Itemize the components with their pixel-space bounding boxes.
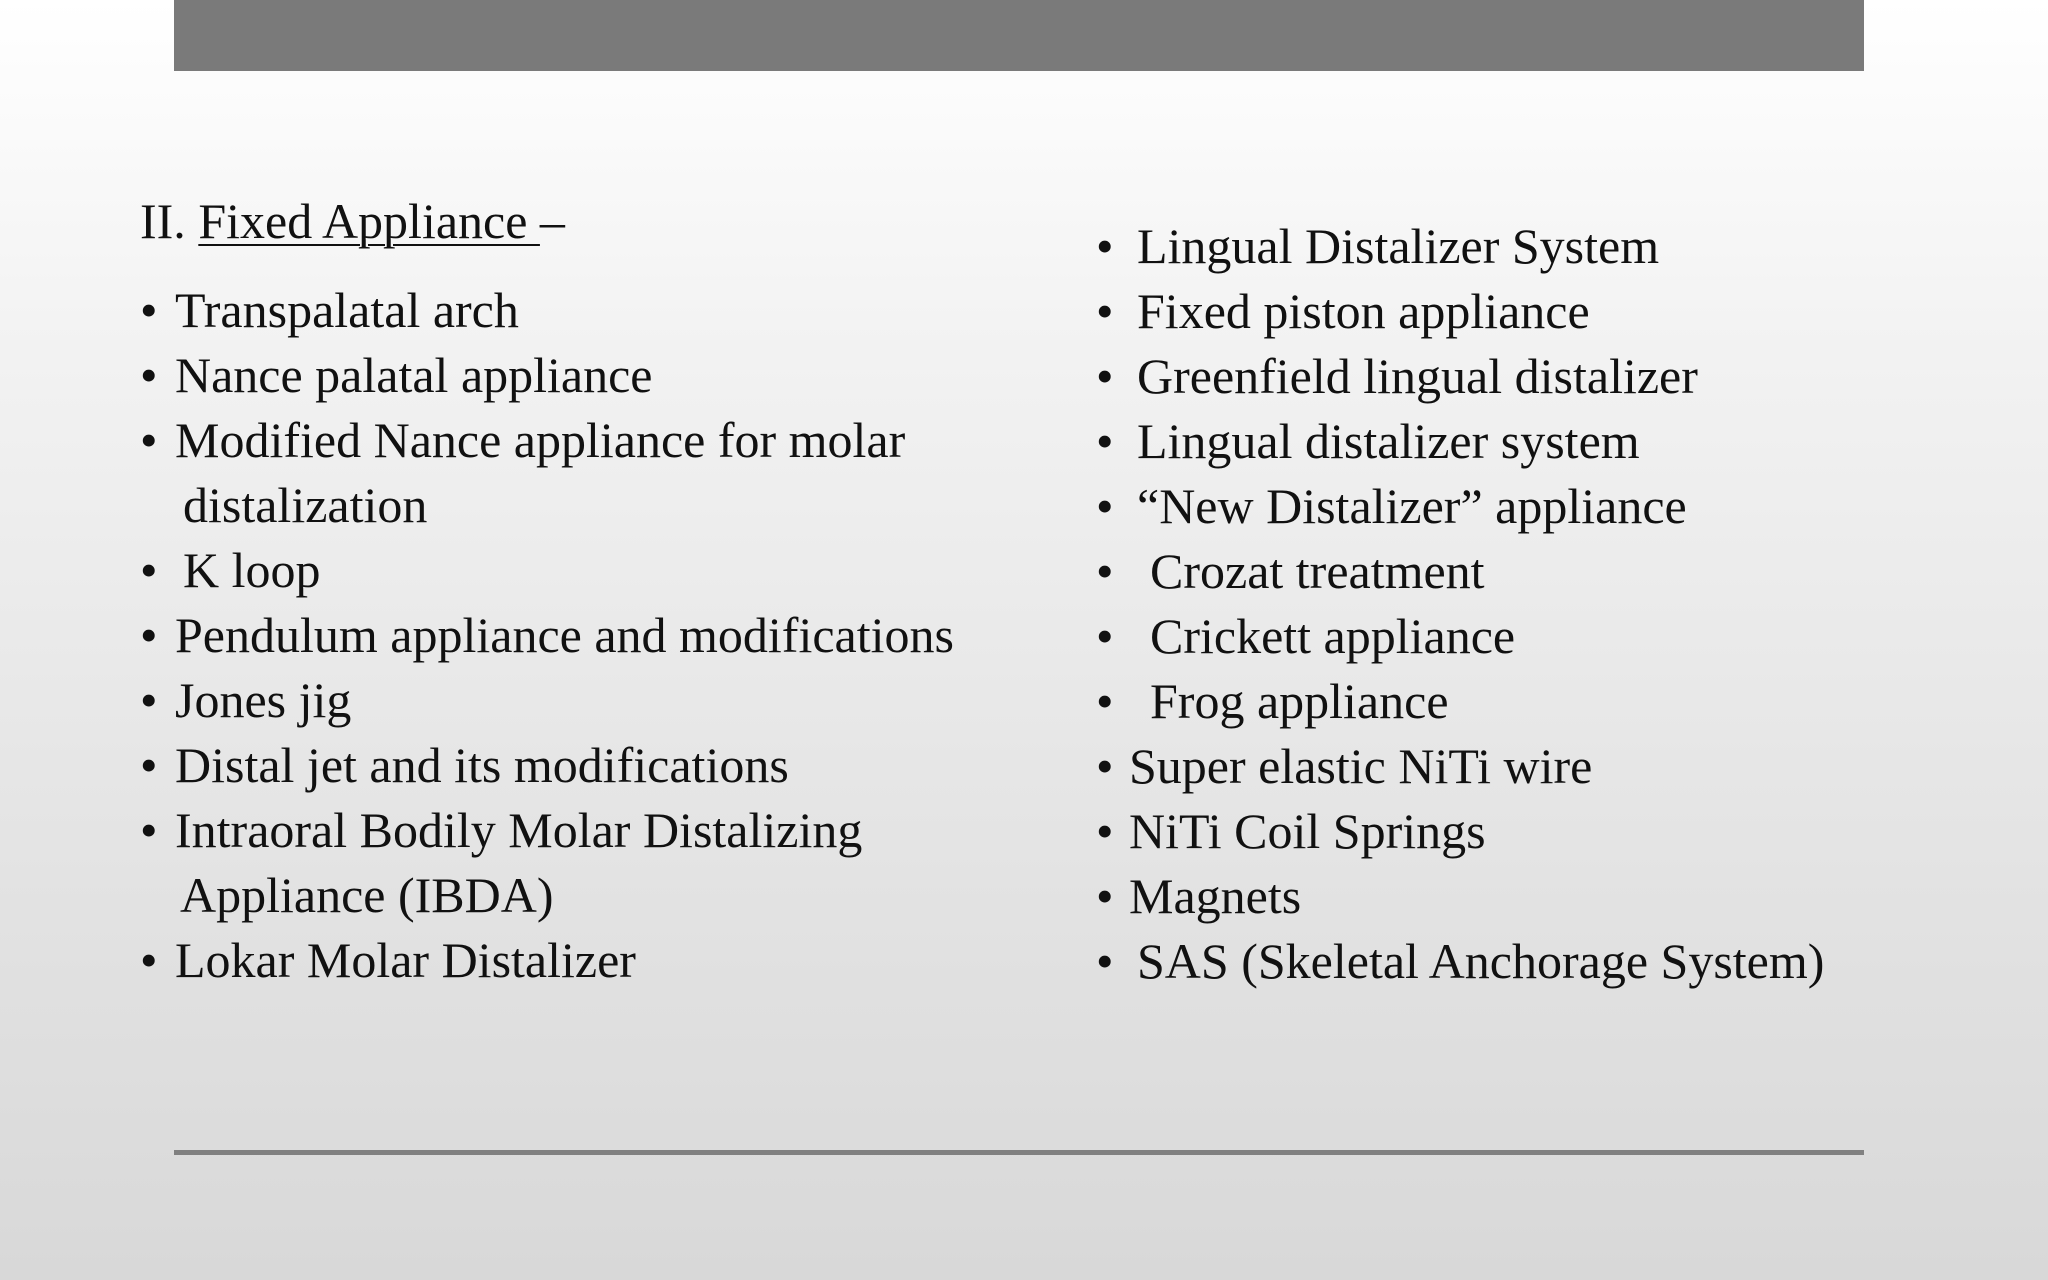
item-text: Intraoral Bodily Molar Distalizing	[175, 802, 863, 858]
bullet-icon: •	[1096, 933, 1114, 989]
bullet-icon: •	[140, 932, 158, 988]
bullet-icon: •	[140, 607, 158, 663]
title-bar	[174, 0, 1864, 71]
footer-divider	[174, 1150, 1864, 1155]
left-column	[140, 189, 1060, 993]
bullet-icon: •	[140, 347, 158, 403]
list-item	[1096, 864, 2036, 929]
left-list	[140, 278, 1060, 993]
list-item	[140, 408, 1060, 538]
bullet-icon: •	[1096, 608, 1114, 664]
item-text: Crozat treatment	[1150, 543, 1485, 599]
list-item	[140, 668, 1060, 733]
bullet-icon: •	[1096, 283, 1114, 339]
bullet-icon: •	[1096, 348, 1114, 404]
bullet-icon: •	[1096, 413, 1114, 469]
list-item	[1096, 474, 2036, 539]
item-text: Lingual Distalizer System	[1137, 218, 1660, 274]
list-item	[1096, 409, 2036, 474]
bullet-icon: •	[140, 672, 158, 728]
bullet-icon: •	[140, 412, 158, 468]
item-text: K loop	[183, 542, 321, 598]
heading-title: Fixed Appliance	[198, 193, 540, 249]
list-item	[1096, 799, 2036, 864]
item-text: Nance palatal appliance	[175, 347, 653, 403]
bullet-icon: •	[1096, 543, 1114, 599]
item-text: Transpalatal arch	[175, 282, 519, 338]
item-text: NiTi Coil Springs	[1129, 803, 1486, 859]
list-item	[1096, 214, 2036, 279]
bullet-icon: •	[1096, 868, 1114, 924]
item-text: Super elastic NiTi wire	[1129, 738, 1593, 794]
list-item	[140, 798, 1060, 928]
bullet-icon: •	[140, 542, 158, 598]
list-item	[1096, 604, 2036, 669]
bullet-icon: •	[140, 802, 158, 858]
item-text: Crickett appliance	[1150, 608, 1516, 664]
item-text: Jones jig	[175, 672, 352, 728]
list-item	[140, 928, 1060, 993]
heading-suffix: –	[539, 193, 565, 249]
list-item	[1096, 539, 2036, 604]
heading-prefix: II.	[140, 193, 199, 249]
item-text: SAS (Skeletal Anchorage System)	[1137, 933, 1825, 989]
right-column	[1096, 214, 2036, 994]
item-text: Frog appliance	[1150, 673, 1449, 729]
list-item	[1096, 279, 2036, 344]
list-item	[140, 343, 1060, 408]
right-list	[1096, 214, 2036, 994]
list-item	[140, 733, 1060, 798]
bullet-icon: •	[1096, 673, 1114, 729]
item-text: Greenfield lingual distalizer	[1137, 348, 1698, 404]
item-text-continued: distalization	[183, 477, 428, 533]
item-text: Distal jet and its modifications	[175, 737, 789, 793]
item-text-continued: Appliance (IBDA)	[180, 867, 554, 923]
list-item	[140, 603, 1060, 668]
list-item	[1096, 734, 2036, 799]
item-text: Fixed piston appliance	[1137, 283, 1590, 339]
item-text: Lokar Molar Distalizer	[175, 932, 636, 988]
item-text: Modified Nance appliance for molar	[175, 412, 906, 468]
bullet-icon: •	[1096, 478, 1114, 534]
section-heading	[140, 189, 1060, 254]
item-text: Magnets	[1129, 868, 1302, 924]
bullet-icon: •	[1096, 218, 1114, 274]
bullet-icon: •	[1096, 803, 1114, 859]
list-item	[1096, 344, 2036, 409]
bullet-icon: •	[1096, 738, 1114, 794]
list-item	[140, 278, 1060, 343]
list-item	[1096, 929, 2036, 994]
bullet-icon: •	[140, 737, 158, 793]
item-text: Pendulum appliance and modifications	[175, 607, 954, 663]
list-item	[1096, 669, 2036, 734]
list-item	[140, 538, 1060, 603]
item-text: Lingual distalizer system	[1137, 413, 1640, 469]
item-text: “New Distalizer” appliance	[1137, 478, 1687, 534]
bullet-icon: •	[140, 282, 158, 338]
